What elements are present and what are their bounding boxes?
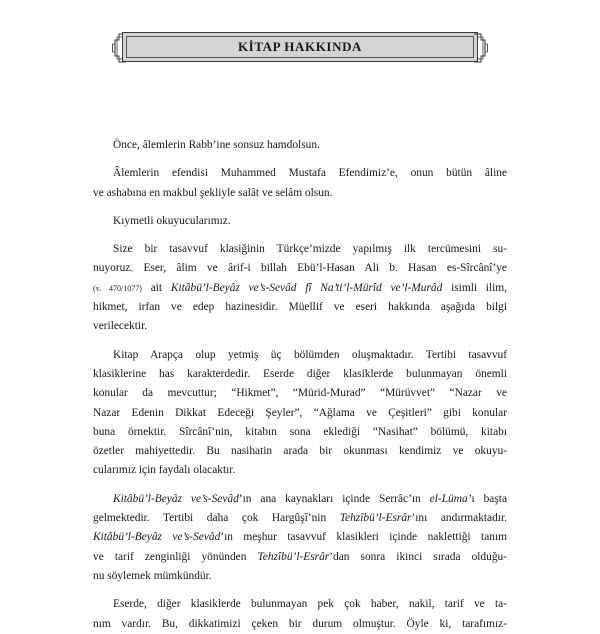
- paragraph-structure: [93, 346, 507, 481]
- ornament-right-icon: [474, 30, 488, 66]
- death-date: (v. 470/1077): [93, 283, 142, 293]
- header-banner: [112, 30, 488, 66]
- paragraph-hamd: [93, 136, 507, 155]
- text-line: klasiklerine has karakterdedir. Eserde diğer klasiklerde bulunmayan önemli: [93, 367, 507, 380]
- text-line: Nazar Edenin Dikkat Edeceği Şeyler”, “Ağlama ve Çeşitleri” gibi konular: [93, 406, 507, 419]
- text-line: Eserde, diğer klasiklerde bulunmayan pek çok haber, nakil, tarif ve ta-: [113, 598, 507, 611]
- text-line: ve ashabına en makbul şekliyle salât ve selâm olsun.: [93, 186, 333, 199]
- text-line: Kıymetli okuyucularımız.: [113, 214, 231, 227]
- text-line: cularımız için faydalı olacaktır.: [93, 464, 236, 477]
- paragraph-narrations: [93, 595, 507, 634]
- paragraph-salat: [93, 164, 507, 203]
- text-line: özetler mahiyettedir. Bu nasihatin arada bir okunması kendimiz ve okuyu-: [93, 445, 507, 458]
- paragraph-greeting: [93, 212, 507, 231]
- text-line: nuyoruz. Eser, âlim ve ârif-i billah Ebü’l-Hasan Ali b. Hasan es-Sîrcânî’ye: [93, 262, 507, 275]
- body-text: [93, 136, 507, 634]
- text-line: nu söylemek mümkündür.: [93, 569, 212, 582]
- text-line: Kitap Arapça olup yetmiş üç bölümden oluşmaktadır. Tertibi tasavvuf: [113, 348, 507, 361]
- text-line: Kitâbü’l-Beyâz ve’s-Sevâd’ın meşhur tasavvuf klasikleri içinde naklettiği tanım: [93, 531, 507, 544]
- header-box: [122, 32, 478, 62]
- text-line: Önce, âlemlerin Rabb’ine sonsuz hamdolsun.: [113, 139, 320, 151]
- text-line: Kitâbü’l-Beyâz ve’s-Sevâd’ın ana kaynakları içinde Serrâc’ın el-Lüma’ı başta: [113, 492, 507, 505]
- text-line: nım vardır. Bu, dikkatimizi çeken bir durum olmuştur. Öyle ki, tarafımız-: [93, 617, 507, 630]
- text-line: gelmektedir. Tertibi daha çok Hargûşî’nin Tehzîbü’l-Esrâr’ını andırmaktadır.: [93, 512, 507, 525]
- text-line: buna örnektir. Sîrcânî’nin, kitabın sona eklediği “Nasihat” bölümü, kitabı: [93, 425, 507, 438]
- text-line: (v. 470/1077) ait Kitâbü’l-Beyâz ve’s-Sevâd fî Na’ti’l-Mürîd ve’l-Murâd isimli ilim,: [93, 281, 508, 294]
- text-line: verilecektir.: [93, 320, 148, 333]
- text-line: Size bir tasavvuf klasiğinin Türkçe’mizde yapılmış ilk tercümesini su-: [113, 243, 507, 256]
- paragraph-introduction: [93, 240, 507, 336]
- text-line: Âlemlerin efendisi Muhammed Mustafa Efendimiz’e, onun bütün âline: [113, 167, 507, 180]
- text-line: hikmet, irfan ve edep hazinesidir. Müellif ve eseri hakkında aşağıda bilgi: [93, 301, 507, 314]
- paragraph-sources: [93, 490, 507, 586]
- page-title: KİTAP HAKKINDA: [237, 39, 363, 54]
- text-line: konular da mevcuttur; “Hikmet”, “Mürid-Murad” “Mürüvvet” “Nazar ve: [93, 387, 507, 400]
- text-line: ve tarif zenginliği yönünden Tehzîbü’l-Esrâr’dan sonra ikinci sırada olduğu-: [93, 550, 508, 563]
- book-title: Kitâbü’l-Beyâz ve’s-Sevâd fî Na’ti’l-Mürîd ve’l-Murâd: [170, 281, 443, 294]
